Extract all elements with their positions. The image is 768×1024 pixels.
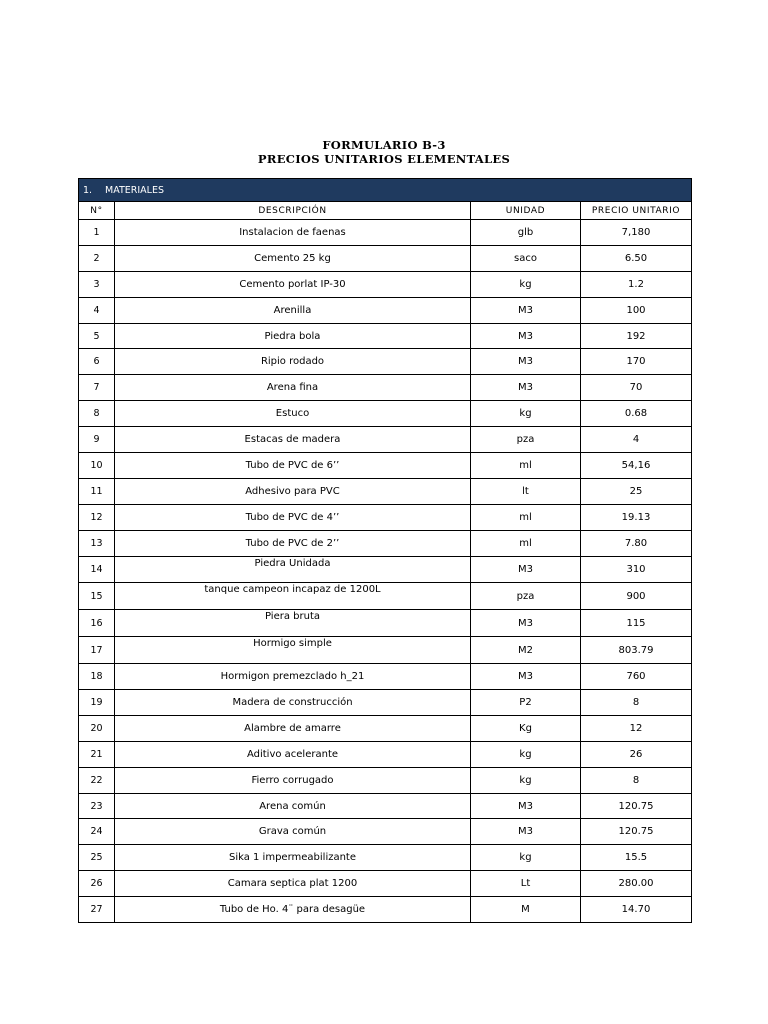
- form-title: FORMULARIO B-3: [322, 138, 446, 152]
- row-number-cell: 20: [79, 715, 115, 741]
- row-unit-cell: kg: [471, 271, 581, 297]
- row-description-cell: Estacas de madera: [115, 427, 471, 453]
- row-unit-cell: lt: [471, 478, 581, 504]
- row-number-cell: 14: [79, 556, 115, 583]
- row-price-cell: 54,16: [581, 453, 692, 479]
- row-unit-cell: ml: [471, 530, 581, 556]
- table-row: [79, 741, 692, 767]
- column-header-price: PRECIO UNITARIO: [581, 202, 692, 220]
- row-description-cell: Estuco: [115, 401, 471, 427]
- row-price-cell: 14.70: [581, 897, 692, 923]
- row-price-cell: 26: [581, 741, 692, 767]
- row-number-cell: 16: [79, 610, 115, 637]
- table-row: [79, 453, 692, 479]
- row-price-cell: 760: [581, 664, 692, 690]
- row-number-cell: 19: [79, 690, 115, 716]
- row-number-cell: 6: [79, 349, 115, 375]
- table-row: [79, 715, 692, 741]
- row-number-cell: 26: [79, 871, 115, 897]
- row-unit-cell: kg: [471, 845, 581, 871]
- row-price-cell: 8: [581, 767, 692, 793]
- unit-price-table: [78, 178, 692, 923]
- table-row: [79, 767, 692, 793]
- row-description-cell: Piedra bola: [115, 323, 471, 349]
- row-number-cell: 10: [79, 453, 115, 479]
- row-price-cell: 1.2: [581, 271, 692, 297]
- row-description-cell: Ripio rodado: [115, 349, 471, 375]
- row-description-cell: Hormigo simple: [115, 637, 471, 664]
- column-header-number: N°: [79, 202, 115, 220]
- row-price-cell: 280.00: [581, 871, 692, 897]
- table-row: [79, 897, 692, 923]
- row-number-cell: 23: [79, 793, 115, 819]
- row-unit-cell: ml: [471, 504, 581, 530]
- table-row: [79, 271, 692, 297]
- table-row: [79, 530, 692, 556]
- table-row: [79, 375, 692, 401]
- row-unit-cell: Kg: [471, 715, 581, 741]
- table-row: [79, 349, 692, 375]
- column-header-unit: UNIDAD: [471, 202, 581, 220]
- table-row: [79, 845, 692, 871]
- table-row: [79, 793, 692, 819]
- row-unit-cell: saco: [471, 245, 581, 271]
- table-body: [79, 220, 692, 923]
- row-description-cell: Tubo de PVC de 6’’: [115, 453, 471, 479]
- row-number-cell: 2: [79, 245, 115, 271]
- row-price-cell: 310: [581, 556, 692, 583]
- table-row: [79, 245, 692, 271]
- row-number-cell: 9: [79, 427, 115, 453]
- row-description-cell: Arenilla: [115, 297, 471, 323]
- row-number-cell: 25: [79, 845, 115, 871]
- row-price-cell: 170: [581, 349, 692, 375]
- row-description-cell: Madera de construcción: [115, 690, 471, 716]
- row-number-cell: 7: [79, 375, 115, 401]
- row-description-cell: Hormigon premezclado h_21: [115, 664, 471, 690]
- row-description-cell: tanque campeon incapaz de 1200L: [115, 583, 471, 610]
- row-description-cell: Camara septica plat 1200: [115, 871, 471, 897]
- row-description-cell: Cemento 25 kg: [115, 245, 471, 271]
- row-price-cell: 115: [581, 610, 692, 637]
- row-price-cell: 120.75: [581, 793, 692, 819]
- row-description-cell: Alambre de amarre: [115, 715, 471, 741]
- row-price-cell: 100: [581, 297, 692, 323]
- row-description-cell: Adhesivo para PVC: [115, 478, 471, 504]
- row-description-cell: Tubo de Ho. 4¨ para desagüe: [115, 897, 471, 923]
- table-row: [79, 504, 692, 530]
- table-row: [79, 690, 692, 716]
- row-unit-cell: M3: [471, 297, 581, 323]
- row-number-cell: 4: [79, 297, 115, 323]
- row-unit-cell: ml: [471, 453, 581, 479]
- row-price-cell: 192: [581, 323, 692, 349]
- form-subtitle: PRECIOS UNITARIOS ELEMENTALES: [257, 152, 511, 166]
- row-number-cell: 24: [79, 819, 115, 845]
- row-number-cell: 21: [79, 741, 115, 767]
- row-price-cell: 6.50: [581, 245, 692, 271]
- row-price-cell: 15.5: [581, 845, 692, 871]
- row-unit-cell: M3: [471, 349, 581, 375]
- section-header-row: [79, 179, 692, 202]
- table-row: [79, 664, 692, 690]
- row-price-cell: 900: [581, 583, 692, 610]
- row-unit-cell: pza: [471, 427, 581, 453]
- table-row: [79, 478, 692, 504]
- row-number-cell: 3: [79, 271, 115, 297]
- row-number-cell: 18: [79, 664, 115, 690]
- row-number-cell: 11: [79, 478, 115, 504]
- table-row: [79, 637, 692, 664]
- table-row: [79, 871, 692, 897]
- row-price-cell: 7.80: [581, 530, 692, 556]
- row-unit-cell: Lt: [471, 871, 581, 897]
- row-unit-cell: M: [471, 897, 581, 923]
- table-row: [79, 583, 692, 610]
- table-row: [79, 297, 692, 323]
- row-number-cell: 5: [79, 323, 115, 349]
- table-row: [79, 556, 692, 583]
- row-number-cell: 13: [79, 530, 115, 556]
- row-description-cell: Arena fina: [115, 375, 471, 401]
- row-price-cell: 25: [581, 478, 692, 504]
- table-row: [79, 819, 692, 845]
- table-row: [79, 323, 692, 349]
- row-unit-cell: M3: [471, 610, 581, 637]
- table-row: [79, 610, 692, 637]
- row-price-cell: 803.79: [581, 637, 692, 664]
- row-price-cell: 0.68: [581, 401, 692, 427]
- row-description-cell: Arena común: [115, 793, 471, 819]
- section-label: MATERIALES: [105, 184, 164, 196]
- row-description-cell: Sika 1 impermeabilizante: [115, 845, 471, 871]
- section-number: 1.: [83, 184, 93, 196]
- row-number-cell: 15: [79, 583, 115, 610]
- row-unit-cell: P2: [471, 690, 581, 716]
- row-unit-cell: kg: [471, 741, 581, 767]
- row-number-cell: 1: [79, 220, 115, 246]
- row-number-cell: 12: [79, 504, 115, 530]
- row-unit-cell: M3: [471, 375, 581, 401]
- row-number-cell: 22: [79, 767, 115, 793]
- row-number-cell: 27: [79, 897, 115, 923]
- row-description-cell: Piera bruta: [115, 610, 471, 637]
- row-description-cell: Instalacion de faenas: [115, 220, 471, 246]
- row-description-cell: Piedra Unidada: [115, 556, 471, 583]
- row-unit-cell: glb: [471, 220, 581, 246]
- document-header: [0, 138, 768, 166]
- row-number-cell: 8: [79, 401, 115, 427]
- row-description-cell: Tubo de PVC de 4’’: [115, 504, 471, 530]
- row-description-cell: Cemento porlat IP-30: [115, 271, 471, 297]
- price-sheet: [78, 178, 691, 923]
- column-header-row: [79, 202, 692, 220]
- row-description-cell: Grava común: [115, 819, 471, 845]
- row-price-cell: 120.75: [581, 819, 692, 845]
- row-unit-cell: M2: [471, 637, 581, 664]
- row-price-cell: 19.13: [581, 504, 692, 530]
- row-unit-cell: M3: [471, 556, 581, 583]
- row-price-cell: 8: [581, 690, 692, 716]
- table-row: [79, 220, 692, 246]
- column-header-description: DESCRIPCIÓN: [115, 202, 471, 220]
- row-unit-cell: M3: [471, 323, 581, 349]
- section-header: [79, 179, 692, 202]
- table-row: [79, 401, 692, 427]
- row-unit-cell: M3: [471, 793, 581, 819]
- row-price-cell: 70: [581, 375, 692, 401]
- row-unit-cell: kg: [471, 767, 581, 793]
- row-number-cell: 17: [79, 637, 115, 664]
- row-price-cell: 7,180: [581, 220, 692, 246]
- table-row: [79, 427, 692, 453]
- row-unit-cell: pza: [471, 583, 581, 610]
- row-price-cell: 12: [581, 715, 692, 741]
- row-description-cell: Aditivo acelerante: [115, 741, 471, 767]
- row-description-cell: Tubo de PVC de 2’’: [115, 530, 471, 556]
- row-description-cell: Fierro corrugado: [115, 767, 471, 793]
- row-unit-cell: M3: [471, 664, 581, 690]
- row-unit-cell: M3: [471, 819, 581, 845]
- row-price-cell: 4: [581, 427, 692, 453]
- row-unit-cell: kg: [471, 401, 581, 427]
